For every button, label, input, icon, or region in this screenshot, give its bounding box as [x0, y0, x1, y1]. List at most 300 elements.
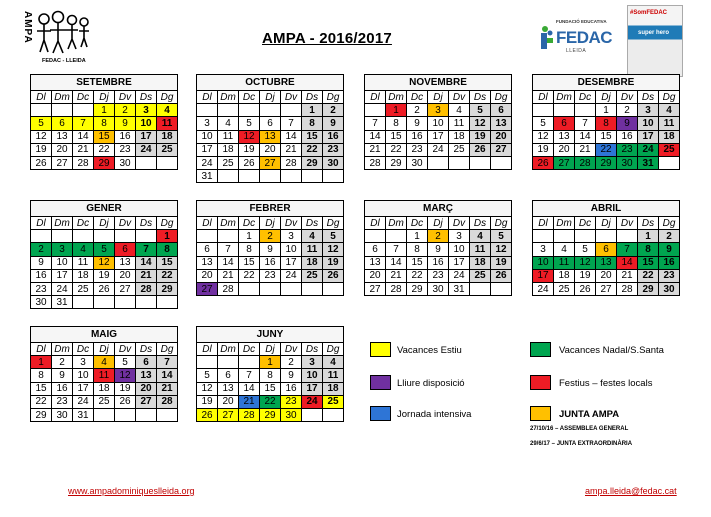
day-name: Dc	[73, 217, 94, 230]
day-cell: 6	[197, 243, 218, 256]
day-name: Dv	[281, 343, 302, 356]
day-cell: 11	[94, 369, 115, 382]
day-cell: 30	[659, 282, 680, 295]
day-cell: 6	[52, 117, 73, 130]
day-cell: 5	[323, 230, 344, 243]
day-cell: 27	[491, 143, 512, 156]
month-juny	[196, 326, 344, 422]
day-cell: 8	[31, 369, 52, 382]
day-name: Dl	[31, 91, 52, 104]
day-cell: 7	[157, 356, 178, 369]
month-name: JUNY	[196, 326, 344, 342]
day-name: Dc	[73, 91, 94, 104]
day-cell: 23	[617, 143, 638, 156]
empty-cell	[554, 230, 575, 243]
day-cell: 5	[491, 230, 512, 243]
day-cell: 14	[239, 382, 260, 395]
empty-cell	[575, 104, 596, 117]
day-cell: 25	[470, 269, 491, 282]
day-cell: 18	[323, 382, 344, 395]
day-cell: 28	[157, 395, 178, 408]
day-cell: 22	[260, 395, 281, 408]
empty-cell	[302, 282, 323, 295]
day-cell: 26	[533, 156, 554, 169]
day-cell: 28	[575, 156, 596, 169]
day-name: Dm	[554, 217, 575, 230]
day-cell: 3	[197, 117, 218, 130]
month-table	[196, 342, 344, 422]
day-cell: 24	[428, 143, 449, 156]
day-cell: 11	[554, 256, 575, 269]
day-cell: 21	[365, 143, 386, 156]
fedac-emblem-icon	[538, 24, 556, 50]
day-cell: 8	[596, 117, 617, 130]
day-name: Dl	[533, 91, 554, 104]
day-cell: 10	[73, 369, 94, 382]
day-cell: 2	[31, 243, 52, 256]
day-cell: 26	[323, 269, 344, 282]
day-cell: 7	[218, 243, 239, 256]
day-cell: 15	[239, 256, 260, 269]
day-name: Dj	[94, 343, 115, 356]
day-cell: 14	[73, 130, 94, 143]
day-cell: 15	[31, 382, 52, 395]
day-cell: 15	[407, 256, 428, 269]
month-gener	[30, 200, 178, 309]
day-cell: 19	[239, 143, 260, 156]
month-febrer	[196, 200, 344, 296]
day-cell: 17	[136, 130, 157, 143]
month-table	[532, 216, 680, 296]
fedac-name: FEDAC	[556, 28, 613, 47]
day-cell: 12	[115, 369, 136, 382]
day-cell: 8	[94, 117, 115, 130]
day-name: Dc	[575, 217, 596, 230]
day-cell: 21	[157, 382, 178, 395]
empty-cell	[554, 104, 575, 117]
day-cell: 20	[260, 143, 281, 156]
day-cell: 17	[449, 256, 470, 269]
empty-cell	[73, 104, 94, 117]
day-cell: 27	[136, 395, 157, 408]
day-cell: 18	[94, 382, 115, 395]
day-cell: 2	[323, 104, 344, 117]
day-name: Dl	[533, 217, 554, 230]
day-cell: 20	[491, 130, 512, 143]
empty-cell	[659, 156, 680, 169]
day-name: Ds	[638, 91, 659, 104]
day-name: Dj	[428, 217, 449, 230]
day-cell: 16	[659, 256, 680, 269]
day-cell: 11	[302, 243, 323, 256]
day-cell: 24	[302, 395, 323, 408]
day-cell: 25	[323, 395, 344, 408]
day-cell: 2	[115, 104, 136, 117]
superhero-poster	[627, 5, 683, 77]
day-cell: 10	[281, 243, 302, 256]
day-cell: 15	[596, 130, 617, 143]
day-cell: 9	[52, 369, 73, 382]
legend-swatch-orange	[530, 406, 551, 421]
day-cell: 6	[136, 356, 157, 369]
month-abril	[532, 200, 680, 296]
day-cell: 15	[302, 130, 323, 143]
day-cell: 2	[659, 230, 680, 243]
day-cell: 9	[115, 117, 136, 130]
empty-cell	[260, 170, 281, 183]
day-name: Dl	[197, 91, 218, 104]
day-name: Dl	[197, 343, 218, 356]
day-name: Dv	[115, 91, 136, 104]
legend-swatch-red	[530, 375, 551, 390]
day-cell: 19	[533, 143, 554, 156]
day-cell: 13	[52, 130, 73, 143]
day-cell: 30	[281, 408, 302, 421]
month-name: OCTUBRE	[196, 74, 344, 90]
day-cell: 16	[115, 130, 136, 143]
day-cell: 18	[659, 130, 680, 143]
day-cell: 14	[281, 130, 302, 143]
day-cell: 22	[638, 269, 659, 282]
day-name: Dl	[31, 343, 52, 356]
day-cell: 5	[94, 243, 115, 256]
day-cell: 20	[554, 143, 575, 156]
day-cell: 27	[365, 282, 386, 295]
day-cell: 16	[31, 269, 52, 282]
month-name: SETEMBRE	[30, 74, 178, 90]
day-name: Dm	[52, 217, 73, 230]
day-cell: 7	[281, 117, 302, 130]
poster-top: #SomFEDAC	[630, 10, 668, 16]
day-cell: 15	[94, 130, 115, 143]
day-cell: 29	[31, 408, 52, 421]
day-cell: 13	[260, 130, 281, 143]
day-name: Dg	[491, 91, 512, 104]
day-cell: 26	[94, 282, 115, 295]
day-cell: 30	[428, 282, 449, 295]
day-cell: 11	[659, 117, 680, 130]
day-cell: 18	[554, 269, 575, 282]
empty-cell	[617, 230, 638, 243]
day-cell: 1	[596, 104, 617, 117]
empty-cell	[365, 230, 386, 243]
day-cell: 25	[94, 395, 115, 408]
month-table	[364, 216, 512, 296]
day-cell: 8	[386, 117, 407, 130]
day-name: Dm	[218, 91, 239, 104]
empty-cell	[197, 104, 218, 117]
day-cell: 11	[157, 117, 178, 130]
day-cell: 2	[281, 356, 302, 369]
month-table	[364, 90, 512, 170]
day-cell: 6	[115, 243, 136, 256]
day-cell: 13	[197, 256, 218, 269]
month-novembre	[364, 74, 512, 170]
day-cell: 17	[428, 130, 449, 143]
day-cell: 10	[533, 256, 554, 269]
day-cell: 14	[575, 130, 596, 143]
legend-label: Vacances Estiu	[397, 345, 462, 356]
logo-sub: FEDAC - LLEIDA	[42, 58, 86, 64]
day-name: Dj	[94, 217, 115, 230]
day-cell: 3	[73, 356, 94, 369]
day-cell: 10	[302, 369, 323, 382]
empty-cell	[157, 296, 178, 309]
day-name: Dv	[115, 343, 136, 356]
empty-cell	[302, 170, 323, 183]
day-cell: 9	[407, 117, 428, 130]
empty-cell	[533, 104, 554, 117]
day-cell: 15	[260, 382, 281, 395]
day-name: Dc	[407, 91, 428, 104]
month-name: GENER	[30, 200, 178, 216]
day-name: Dg	[157, 343, 178, 356]
day-cell: 22	[407, 269, 428, 282]
empty-cell	[533, 230, 554, 243]
legend-swatch-yellow	[370, 342, 391, 357]
day-cell: 26	[470, 143, 491, 156]
day-cell: 25	[449, 143, 470, 156]
empty-cell	[136, 408, 157, 421]
day-name: Dj	[260, 343, 281, 356]
day-cell: 12	[575, 256, 596, 269]
day-cell: 28	[239, 408, 260, 421]
day-name: Dm	[386, 91, 407, 104]
day-cell: 24	[197, 156, 218, 169]
day-cell: 23	[323, 143, 344, 156]
day-cell: 7	[617, 243, 638, 256]
day-cell: 26	[115, 395, 136, 408]
day-cell: 29	[596, 156, 617, 169]
day-cell: 1	[239, 230, 260, 243]
day-cell: 3	[281, 230, 302, 243]
empty-cell	[281, 104, 302, 117]
day-cell: 25	[302, 269, 323, 282]
day-cell: 20	[365, 269, 386, 282]
day-cell: 17	[533, 269, 554, 282]
day-cell: 4	[470, 230, 491, 243]
day-cell: 2	[428, 230, 449, 243]
day-cell: 25	[218, 156, 239, 169]
day-cell: 7	[239, 369, 260, 382]
website-link[interactable]: www.ampadominiqueslleida.org	[68, 486, 195, 496]
day-cell: 11	[323, 369, 344, 382]
day-cell: 20	[218, 395, 239, 408]
day-name: Dm	[52, 343, 73, 356]
day-cell: 31	[449, 282, 470, 295]
day-cell: 17	[638, 130, 659, 143]
day-cell: 30	[407, 156, 428, 169]
day-name: Dj	[260, 217, 281, 230]
day-cell: 16	[323, 130, 344, 143]
day-name: Dg	[157, 217, 178, 230]
day-name: Dv	[115, 217, 136, 230]
day-cell: 9	[617, 117, 638, 130]
day-cell: 14	[386, 256, 407, 269]
day-cell: 13	[365, 256, 386, 269]
day-cell: 18	[157, 130, 178, 143]
day-cell: 27	[197, 282, 218, 295]
legend-label: Jornada intensiva	[397, 409, 472, 420]
fedac-sub: FUNDACIÓ EDUCATIVA	[556, 19, 607, 24]
day-cell: 3	[449, 230, 470, 243]
day-cell: 25	[157, 143, 178, 156]
day-cell: 23	[31, 282, 52, 295]
day-cell: 12	[470, 117, 491, 130]
day-cell: 23	[281, 395, 302, 408]
day-cell: 1	[260, 356, 281, 369]
day-cell: 16	[407, 130, 428, 143]
day-cell: 1	[386, 104, 407, 117]
day-name: Ds	[638, 217, 659, 230]
day-cell: 13	[491, 117, 512, 130]
empty-cell	[218, 104, 239, 117]
day-cell: 31	[197, 170, 218, 183]
day-name: Dv	[281, 217, 302, 230]
fedac-logo	[538, 16, 620, 58]
day-cell: 3	[428, 104, 449, 117]
day-cell: 8	[638, 243, 659, 256]
day-cell: 12	[94, 256, 115, 269]
day-cell: 23	[407, 143, 428, 156]
empty-cell	[575, 230, 596, 243]
day-cell: 19	[491, 256, 512, 269]
day-cell: 31	[638, 156, 659, 169]
day-cell: 16	[281, 382, 302, 395]
day-name: Ds	[470, 91, 491, 104]
day-name: Dm	[52, 91, 73, 104]
day-cell: 19	[94, 269, 115, 282]
day-name: Dv	[449, 217, 470, 230]
day-cell: 23	[52, 395, 73, 408]
day-cell: 14	[157, 369, 178, 382]
email-link[interactable]: ampa.lleida@fedac.cat	[585, 486, 677, 496]
empty-cell	[218, 170, 239, 183]
day-name: Dg	[323, 343, 344, 356]
day-cell: 16	[52, 382, 73, 395]
day-cell: 2	[260, 230, 281, 243]
month-desembre	[532, 74, 680, 170]
empty-cell	[239, 282, 260, 295]
day-cell: 20	[596, 269, 617, 282]
empty-cell	[136, 156, 157, 169]
day-cell: 9	[428, 243, 449, 256]
month-name: DESEMBRE	[532, 74, 680, 90]
day-cell: 12	[533, 130, 554, 143]
day-cell: 19	[31, 143, 52, 156]
day-name: Dl	[365, 91, 386, 104]
empty-cell	[596, 230, 617, 243]
day-name: Dm	[218, 217, 239, 230]
month-table	[532, 90, 680, 170]
day-cell: 26	[491, 269, 512, 282]
day-cell: 11	[218, 130, 239, 143]
day-cell: 22	[157, 269, 178, 282]
day-cell: 5	[575, 243, 596, 256]
empty-cell	[365, 104, 386, 117]
day-cell: 25	[659, 143, 680, 156]
day-name: Dg	[323, 91, 344, 104]
day-cell: 3	[533, 243, 554, 256]
day-cell: 5	[115, 356, 136, 369]
day-cell: 22	[31, 395, 52, 408]
day-cell: 17	[73, 382, 94, 395]
legend-swatch-purple	[370, 375, 391, 390]
day-name: Ds	[302, 91, 323, 104]
day-cell: 19	[323, 256, 344, 269]
day-cell: 29	[302, 156, 323, 169]
empty-cell	[449, 156, 470, 169]
day-cell: 20	[52, 143, 73, 156]
day-name: Dl	[31, 217, 52, 230]
month-name: FEBRER	[196, 200, 344, 216]
month-maig	[30, 326, 178, 422]
day-cell: 6	[491, 104, 512, 117]
note-junta: 29/6/17 – JUNTA EXTRAORDINÀRIA	[530, 441, 633, 447]
day-cell: 4	[73, 243, 94, 256]
day-cell: 10	[136, 117, 157, 130]
day-name: Dc	[575, 91, 596, 104]
legend-swatch-green	[530, 342, 551, 357]
day-name: Dv	[281, 91, 302, 104]
day-cell: 24	[52, 282, 73, 295]
day-cell: 27	[115, 282, 136, 295]
day-cell: 19	[197, 395, 218, 408]
day-cell: 2	[52, 356, 73, 369]
day-name: Dj	[596, 217, 617, 230]
day-name: Ds	[470, 217, 491, 230]
empty-cell	[73, 296, 94, 309]
day-cell: 4	[449, 104, 470, 117]
day-cell: 1	[638, 230, 659, 243]
day-cell: 4	[157, 104, 178, 117]
day-name: Dc	[239, 91, 260, 104]
day-cell: 12	[323, 243, 344, 256]
day-cell: 30	[52, 408, 73, 421]
day-cell: 6	[596, 243, 617, 256]
day-name: Dg	[659, 91, 680, 104]
empty-cell	[323, 282, 344, 295]
day-cell: 4	[554, 243, 575, 256]
day-name: Ds	[136, 217, 157, 230]
day-cell: 12	[239, 130, 260, 143]
day-name: Dg	[323, 217, 344, 230]
empty-cell	[260, 104, 281, 117]
month-table	[196, 216, 344, 296]
day-cell: 21	[239, 395, 260, 408]
month-table	[196, 90, 344, 183]
day-cell: 31	[52, 296, 73, 309]
day-cell: 29	[638, 282, 659, 295]
day-name: Dj	[260, 91, 281, 104]
day-cell: 1	[407, 230, 428, 243]
legend-label: Festius – festes locals	[559, 378, 653, 389]
day-cell: 27	[52, 156, 73, 169]
day-cell: 10	[197, 130, 218, 143]
day-cell: 14	[617, 256, 638, 269]
note-assemblea: 27/10/16 – ASSEMBLEA GENERAL	[530, 426, 629, 432]
day-cell: 1	[157, 230, 178, 243]
empty-cell	[428, 156, 449, 169]
day-cell: 6	[260, 117, 281, 130]
day-cell: 28	[73, 156, 94, 169]
day-cell: 21	[281, 143, 302, 156]
logo-text: AMPA	[22, 11, 33, 44]
day-cell: 6	[365, 243, 386, 256]
day-cell: 22	[596, 143, 617, 156]
empty-cell	[491, 282, 512, 295]
day-name: Dc	[239, 217, 260, 230]
